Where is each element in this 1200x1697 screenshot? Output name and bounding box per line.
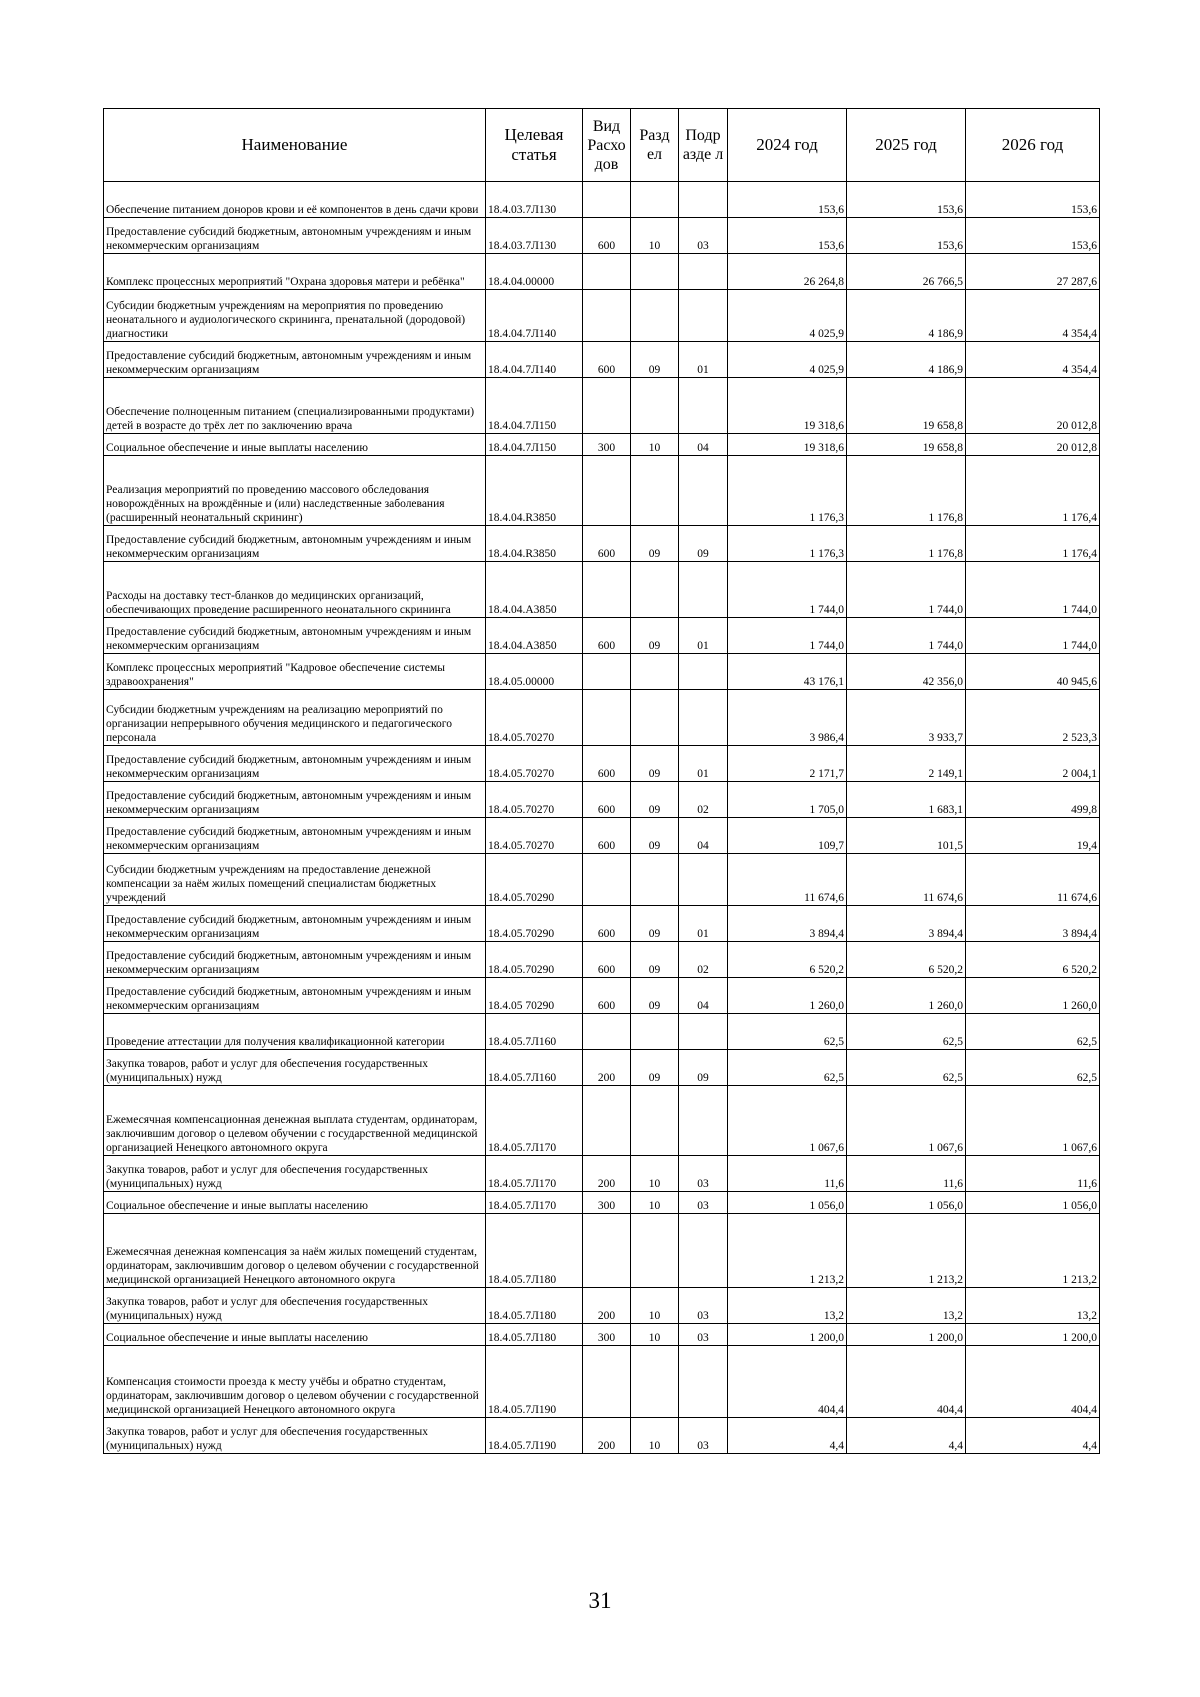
table-row: [104, 1418, 1100, 1454]
row-target: 18.4.04.R3850: [486, 526, 583, 562]
row-vid: 200: [583, 1156, 631, 1192]
row-2025: 6 520,2: [847, 942, 966, 978]
row-2024: 4,4: [728, 1418, 847, 1454]
header-podrazdel: Подр азде л: [679, 109, 728, 182]
row-2025: 153,6: [847, 218, 966, 254]
row-2024: 1 744,0: [728, 618, 847, 654]
row-2026: 20 012,8: [966, 434, 1100, 456]
row-2024: 1 705,0: [728, 782, 847, 818]
row-2026: 4,4: [966, 1418, 1100, 1454]
row-2024: 62,5: [728, 1050, 847, 1086]
row-podrazdel: [679, 456, 728, 526]
row-2024: 11 674,6: [728, 854, 847, 906]
row-target: 18.4.05.70270: [486, 746, 583, 782]
row-name: Предоставление субсидий бюджетным, автономным учреждениям и иным некоммерческим организациям: [104, 618, 486, 654]
row-2026: 62,5: [966, 1014, 1100, 1050]
row-vid: 200: [583, 1418, 631, 1454]
row-target: 18.4.05.70270: [486, 782, 583, 818]
row-name: Социальное обеспечение и иные выплаты населению: [104, 434, 486, 456]
table-row: [104, 456, 1100, 526]
row-name: Субсидии бюджетным учреждениям на предоставление денежной компенсации за наём жилых помещений специалистам бюджетных учреждений: [104, 854, 486, 906]
row-vid: [583, 562, 631, 618]
row-2024: 26 264,8: [728, 254, 847, 290]
row-name: Проведение аттестации для получения квалификационной категории: [104, 1014, 486, 1050]
table-row: [104, 1014, 1100, 1050]
row-2026: 2 004,1: [966, 746, 1100, 782]
row-2025: 42 356,0: [847, 654, 966, 690]
row-2024: 1 744,0: [728, 562, 847, 618]
row-2025: 1 056,0: [847, 1192, 966, 1214]
row-vid: [583, 290, 631, 342]
header-2025: 2025 год: [847, 109, 966, 182]
table-row: [104, 906, 1100, 942]
row-2025: 2 149,1: [847, 746, 966, 782]
row-target: 18.4.04.А3850: [486, 562, 583, 618]
row-target: 18.4.03.7Л130: [486, 182, 583, 218]
row-razdel: [631, 290, 679, 342]
row-name: Комплекс процессных мероприятий "Кадровое обеспечение системы здравоохранения": [104, 654, 486, 690]
row-vid: [583, 654, 631, 690]
row-podrazdel: [679, 1214, 728, 1288]
row-2026: 1 067,6: [966, 1086, 1100, 1156]
header-2026: 2026 год: [966, 109, 1100, 182]
row-target: 18.4.05.70290: [486, 942, 583, 978]
row-name: Обеспечение полноценным питанием (специализированными продуктами) детей в возрасте до трёх лет по заключению врача: [104, 378, 486, 434]
row-razdel: 09: [631, 978, 679, 1014]
row-razdel: 09: [631, 746, 679, 782]
row-2025: 3 933,7: [847, 690, 966, 746]
table-row: [104, 1346, 1100, 1418]
row-2026: 1 744,0: [966, 618, 1100, 654]
row-2024: 3 986,4: [728, 690, 847, 746]
row-name: Субсидии бюджетным учреждениям на реализацию мероприятий по организации непрерывного обучения медицинского и педагогического персонала: [104, 690, 486, 746]
row-target: 18.4.03.7Л130: [486, 218, 583, 254]
row-vid: 600: [583, 746, 631, 782]
row-podrazdel: [679, 1014, 728, 1050]
row-2026: 27 287,6: [966, 254, 1100, 290]
row-razdel: 10: [631, 1418, 679, 1454]
row-2026: 3 894,4: [966, 906, 1100, 942]
row-podrazdel: [679, 1346, 728, 1418]
row-vid: 600: [583, 618, 631, 654]
row-vid: 600: [583, 978, 631, 1014]
table-row: [104, 182, 1100, 218]
row-2025: 4 186,9: [847, 290, 966, 342]
row-razdel: 09: [631, 526, 679, 562]
row-target: 18.4.05.7Л180: [486, 1288, 583, 1324]
row-name: Ежемесячная денежная компенсация за наём жилых помещений студентам, ординаторам, заключившим договор о целевом обучении с государственной медицинской организацией Ненецкого автономного округа: [104, 1214, 486, 1288]
row-2026: 1 213,2: [966, 1214, 1100, 1288]
row-name: Социальное обеспечение и иные выплаты населению: [104, 1192, 486, 1214]
table-row: [104, 1156, 1100, 1192]
row-2024: 1 056,0: [728, 1192, 847, 1214]
row-2026: 6 520,2: [966, 942, 1100, 978]
row-2025: 153,6: [847, 182, 966, 218]
row-podrazdel: 09: [679, 1050, 728, 1086]
row-vid: 600: [583, 782, 631, 818]
row-podrazdel: [679, 690, 728, 746]
row-2024: 1 176,3: [728, 526, 847, 562]
row-podrazdel: [679, 654, 728, 690]
row-2026: 11,6: [966, 1156, 1100, 1192]
row-razdel: [631, 1214, 679, 1288]
row-2025: 62,5: [847, 1050, 966, 1086]
row-2026: 1 176,4: [966, 526, 1100, 562]
budget-table: [103, 108, 1100, 1454]
row-podrazdel: 09: [679, 526, 728, 562]
row-vid: 600: [583, 526, 631, 562]
row-2026: 4 354,4: [966, 342, 1100, 378]
row-2025: 13,2: [847, 1288, 966, 1324]
row-target: 18.4.05.7Л190: [486, 1346, 583, 1418]
row-podrazdel: 03: [679, 1288, 728, 1324]
row-target: 18.4.04.R3850: [486, 456, 583, 526]
row-vid: 300: [583, 434, 631, 456]
row-2024: 1 067,6: [728, 1086, 847, 1156]
row-vid: 600: [583, 906, 631, 942]
row-name: Предоставление субсидий бюджетным, автономным учреждениям и иным некоммерческим организациям: [104, 942, 486, 978]
header-name: Наименование: [104, 109, 486, 182]
row-2024: 4 025,9: [728, 342, 847, 378]
table-row: [104, 818, 1100, 854]
row-2024: 13,2: [728, 1288, 847, 1324]
row-podrazdel: 03: [679, 218, 728, 254]
row-name: Закупка товаров, работ и услуг для обеспечения государственных (муниципальных) нужд: [104, 1050, 486, 1086]
row-vid: 600: [583, 342, 631, 378]
row-razdel: [631, 562, 679, 618]
row-name: Субсидии бюджетным учреждениям на мероприятия по проведению неонатального и аудиологического скрининга, пренатальной (дородовой) диагностики: [104, 290, 486, 342]
row-podrazdel: 02: [679, 782, 728, 818]
row-2024: 3 894,4: [728, 906, 847, 942]
row-podrazdel: [679, 1086, 728, 1156]
row-name: Закупка товаров, работ и услуг для обеспечения государственных (муниципальных) нужд: [104, 1288, 486, 1324]
row-2024: 62,5: [728, 1014, 847, 1050]
row-target: 18.4.05.00000: [486, 654, 583, 690]
row-target: 18.4.05.7Л190: [486, 1418, 583, 1454]
table-row: [104, 1214, 1100, 1288]
row-podrazdel: [679, 290, 728, 342]
row-razdel: [631, 690, 679, 746]
row-vid: [583, 1086, 631, 1156]
row-razdel: [631, 182, 679, 218]
row-razdel: 09: [631, 906, 679, 942]
row-2024: 11,6: [728, 1156, 847, 1192]
row-2025: 4 186,9: [847, 342, 966, 378]
row-2025: 4,4: [847, 1418, 966, 1454]
row-podrazdel: [679, 562, 728, 618]
row-target: 18.4.04.7Л150: [486, 378, 583, 434]
row-2024: 1 200,0: [728, 1324, 847, 1346]
header-2024: 2024 год: [728, 109, 847, 182]
row-podrazdel: 01: [679, 342, 728, 378]
table-row: [104, 978, 1100, 1014]
row-target: 18.4.05.7Л160: [486, 1014, 583, 1050]
row-podrazdel: 01: [679, 618, 728, 654]
row-target: 18.4.05.7Л170: [486, 1192, 583, 1214]
row-name: Обеспечение питанием доноров крови и её компонентов в день сдачи крови: [104, 182, 486, 218]
row-name: Предоставление субсидий бюджетным, автономным учреждениям и иным некоммерческим организациям: [104, 342, 486, 378]
row-2024: 109,7: [728, 818, 847, 854]
row-razdel: [631, 1346, 679, 1418]
row-2026: 1 260,0: [966, 978, 1100, 1014]
row-2025: 1 744,0: [847, 618, 966, 654]
row-2025: 1 744,0: [847, 562, 966, 618]
row-razdel: 10: [631, 218, 679, 254]
row-vid: [583, 1346, 631, 1418]
table-row: [104, 562, 1100, 618]
table-header-row: [104, 109, 1100, 182]
row-target: 18.4.04.00000: [486, 254, 583, 290]
row-2024: 43 176,1: [728, 654, 847, 690]
row-2024: 404,4: [728, 1346, 847, 1418]
row-2024: 19 318,6: [728, 434, 847, 456]
row-2026: 13,2: [966, 1288, 1100, 1324]
table-row: [104, 434, 1100, 456]
row-target: 18.4.05.7Л170: [486, 1086, 583, 1156]
row-target: 18.4.05.70290: [486, 906, 583, 942]
table-row: [104, 942, 1100, 978]
table-row: [104, 254, 1100, 290]
table-row: [104, 1324, 1100, 1346]
row-vid: [583, 254, 631, 290]
row-razdel: 10: [631, 1324, 679, 1346]
row-name: Предоставление субсидий бюджетным, автономным учреждениям и иным некоммерческим организациям: [104, 782, 486, 818]
row-razdel: 10: [631, 1192, 679, 1214]
row-2026: 1 056,0: [966, 1192, 1100, 1214]
row-target: 18.4.05.7Л180: [486, 1214, 583, 1288]
row-vid: 600: [583, 818, 631, 854]
row-razdel: 09: [631, 942, 679, 978]
row-name: Предоставление субсидий бюджетным, автономным учреждениям и иным некоммерческим организациям: [104, 906, 486, 942]
row-target: 18.4.05.7Л160: [486, 1050, 583, 1086]
row-vid: [583, 378, 631, 434]
row-name: Компенсация стоимости проезда к месту учёбы и обратно студентам, ординаторам, заключившим договор о целевом обучении с государственной медицинской организацией Ненецкого автономного округа: [104, 1346, 486, 1418]
row-podrazdel: [679, 378, 728, 434]
row-vid: 600: [583, 942, 631, 978]
row-razdel: 10: [631, 1156, 679, 1192]
row-podrazdel: [679, 254, 728, 290]
table-row: [104, 690, 1100, 746]
header-vid: Вид Расхо дов: [583, 109, 631, 182]
row-2025: 19 658,8: [847, 434, 966, 456]
table-row: [104, 1086, 1100, 1156]
table-row: [104, 218, 1100, 254]
row-2024: 1 213,2: [728, 1214, 847, 1288]
row-2024: 1 260,0: [728, 978, 847, 1014]
row-name: Закупка товаров, работ и услуг для обеспечения государственных (муниципальных) нужд: [104, 1156, 486, 1192]
row-2026: 1 176,4: [966, 456, 1100, 526]
row-name: Предоставление субсидий бюджетным, автономным учреждениям и иным некоммерческим организациям: [104, 218, 486, 254]
row-vid: [583, 1214, 631, 1288]
row-2025: 26 766,5: [847, 254, 966, 290]
row-target: 18.4.05.7Л170: [486, 1156, 583, 1192]
row-name: Социальное обеспечение и иные выплаты населению: [104, 1324, 486, 1346]
row-name: Предоставление субсидий бюджетным, автономным учреждениям и иным некоммерческим организациям: [104, 818, 486, 854]
row-2024: 19 318,6: [728, 378, 847, 434]
row-razdel: [631, 654, 679, 690]
row-2025: 62,5: [847, 1014, 966, 1050]
row-2025: 1 067,6: [847, 1086, 966, 1156]
row-2025: 1 176,8: [847, 526, 966, 562]
row-razdel: 10: [631, 1288, 679, 1324]
table-row: [104, 290, 1100, 342]
row-vid: [583, 456, 631, 526]
row-2026: 40 945,6: [966, 654, 1100, 690]
row-2026: 11 674,6: [966, 854, 1100, 906]
row-2026: 1 200,0: [966, 1324, 1100, 1346]
table-row: [104, 1050, 1100, 1086]
header-razdel: Разд ел: [631, 109, 679, 182]
row-target: 18.4.04.А3850: [486, 618, 583, 654]
row-vid: [583, 690, 631, 746]
row-podrazdel: 04: [679, 978, 728, 1014]
table-row: [104, 854, 1100, 906]
row-2026: 62,5: [966, 1050, 1100, 1086]
table-row: [104, 1192, 1100, 1214]
row-vid: 300: [583, 1324, 631, 1346]
row-target: 18.4.05.70290: [486, 854, 583, 906]
row-podrazdel: 03: [679, 1192, 728, 1214]
row-2025: 101,5: [847, 818, 966, 854]
table-body: [104, 182, 1100, 1454]
row-podrazdel: 02: [679, 942, 728, 978]
row-razdel: [631, 378, 679, 434]
row-podrazdel: 04: [679, 434, 728, 456]
row-target: 18.4.05.70270: [486, 818, 583, 854]
row-razdel: [631, 456, 679, 526]
row-2025: 19 658,8: [847, 378, 966, 434]
row-2026: 19,4: [966, 818, 1100, 854]
row-2025: 1 260,0: [847, 978, 966, 1014]
row-2026: 2 523,3: [966, 690, 1100, 746]
row-vid: 600: [583, 218, 631, 254]
row-2026: 499,8: [966, 782, 1100, 818]
row-2024: 1 176,3: [728, 456, 847, 526]
row-2025: 1 213,2: [847, 1214, 966, 1288]
row-2025: 3 894,4: [847, 906, 966, 942]
row-name: Закупка товаров, работ и услуг для обеспечения государственных (муниципальных) нужд: [104, 1418, 486, 1454]
row-2025: 1 176,8: [847, 456, 966, 526]
row-vid: [583, 1014, 631, 1050]
row-2026: 153,6: [966, 182, 1100, 218]
table-row: [104, 654, 1100, 690]
row-razdel: [631, 854, 679, 906]
row-razdel: [631, 1014, 679, 1050]
row-podrazdel: [679, 182, 728, 218]
table-row: [104, 782, 1100, 818]
row-razdel: 09: [631, 1050, 679, 1086]
row-razdel: 10: [631, 434, 679, 456]
row-vid: [583, 854, 631, 906]
row-2025: 1 683,1: [847, 782, 966, 818]
row-vid: [583, 182, 631, 218]
row-podrazdel: 03: [679, 1324, 728, 1346]
row-name: Ежемесячная компенсационная денежная выплата студентам, ординаторам, заключившим договор о целевом обучении с государственной медицинской организацией Ненецкого автономного округа: [104, 1086, 486, 1156]
row-name: Предоставление субсидий бюджетным, автономным учреждениям и иным некоммерческим организациям: [104, 746, 486, 782]
row-razdel: [631, 1086, 679, 1156]
row-razdel: 09: [631, 818, 679, 854]
row-podrazdel: 01: [679, 906, 728, 942]
row-vid: 200: [583, 1050, 631, 1086]
table-row: [104, 526, 1100, 562]
row-name: Расходы на доставку тест-бланков до медицинских организаций, обеспечивающих проведение расширенного неонатального скрининга: [104, 562, 486, 618]
row-2026: 153,6: [966, 218, 1100, 254]
row-target: 18.4.04.7Л150: [486, 434, 583, 456]
row-podrazdel: 01: [679, 746, 728, 782]
row-vid: 300: [583, 1192, 631, 1214]
row-name: Реализация мероприятий по проведению массового обследования новорождённых на врождённые и (или) наследственные заболевания (расширенный неонатальный скрининг): [104, 456, 486, 526]
row-name: Предоставление субсидий бюджетным, автономным учреждениям и иным некоммерческим организациям: [104, 978, 486, 1014]
row-target: 18.4.05.7Л180: [486, 1324, 583, 1346]
row-2024: 153,6: [728, 182, 847, 218]
row-target: 18.4.05 70290: [486, 978, 583, 1014]
row-2025: 1 200,0: [847, 1324, 966, 1346]
row-podrazdel: 03: [679, 1156, 728, 1192]
table-row: [104, 1288, 1100, 1324]
row-2024: 2 171,7: [728, 746, 847, 782]
row-podrazdel: [679, 854, 728, 906]
row-target: 18.4.04.7Л140: [486, 290, 583, 342]
row-podrazdel: 03: [679, 1418, 728, 1454]
table-row: [104, 342, 1100, 378]
row-2025: 11 674,6: [847, 854, 966, 906]
header-target: Целевая статья: [486, 109, 583, 182]
row-2026: 1 744,0: [966, 562, 1100, 618]
row-razdel: [631, 254, 679, 290]
row-2024: 153,6: [728, 218, 847, 254]
table-row: [104, 618, 1100, 654]
row-razdel: 09: [631, 782, 679, 818]
row-2026: 404,4: [966, 1346, 1100, 1418]
row-2026: 4 354,4: [966, 290, 1100, 342]
table-row: [104, 746, 1100, 782]
row-target: 18.4.05.70270: [486, 690, 583, 746]
row-2026: 20 012,8: [966, 378, 1100, 434]
row-name: Комплекс процессных мероприятий "Охрана здоровья матери и ребёнка": [104, 254, 486, 290]
row-podrazdel: 04: [679, 818, 728, 854]
table-row: [104, 378, 1100, 434]
row-vid: 200: [583, 1288, 631, 1324]
row-2024: 6 520,2: [728, 942, 847, 978]
row-2024: 4 025,9: [728, 290, 847, 342]
row-razdel: 09: [631, 618, 679, 654]
page-number: 31: [588, 1588, 612, 1613]
row-2025: 11,6: [847, 1156, 966, 1192]
row-2025: 404,4: [847, 1346, 966, 1418]
row-target: 18.4.04.7Л140: [486, 342, 583, 378]
row-razdel: 09: [631, 342, 679, 378]
row-name: Предоставление субсидий бюджетным, автономным учреждениям и иным некоммерческим организациям: [104, 526, 486, 562]
